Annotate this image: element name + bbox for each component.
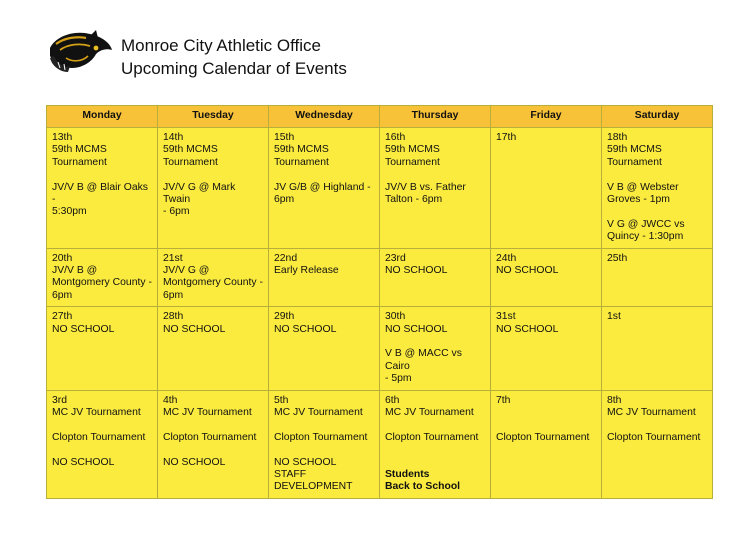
day-cell [47,248,158,307]
panther-logo-icon [46,28,116,78]
day-date: 14th [163,132,184,143]
event-text [52,419,152,431]
event-text: 59th MCMS [607,144,662,156]
day-date: 17th [496,132,517,143]
event-text [496,407,596,419]
event-text: MC JV Tournament [607,407,696,419]
day-date: 16th [385,132,406,143]
event-text [385,169,485,181]
day-cell [158,128,269,249]
day-date: 25th [607,252,628,264]
week-row [47,128,713,249]
event-text: V G @ JWCC vs [607,218,685,230]
day-cell [269,128,380,249]
day-header-wednesday: Wednesday [269,106,380,128]
calendar-table [46,105,713,499]
day-cell [602,307,713,390]
week-row [47,307,713,390]
event-text [385,444,485,456]
title-line-1: Monroe City Athletic Office [121,36,321,55]
day-cell [158,307,269,390]
day-cell [269,390,380,498]
event-text [52,444,152,456]
event-text: Clopton Tournament [385,431,479,443]
event-text: Tournament [52,156,107,168]
day-date: 23rd [385,252,406,264]
day-cell [491,128,602,249]
day-date: 7th [496,394,511,406]
event-text [274,444,374,456]
event-text: Clopton Tournament [274,431,368,443]
day-date: 29th [274,311,295,323]
day-header-row [47,106,713,128]
event-text: NO SCHOOL [52,323,115,335]
week-row [47,390,713,498]
day-cell [602,248,713,307]
event-text: JV/V B @ Blair Oaks - [52,181,151,206]
day-date: 1st [607,311,621,323]
event-text: Back to School [385,481,461,493]
event-text: 59th MCMS [163,144,218,156]
event-text [385,457,485,469]
day-date: 4th [163,394,178,406]
day-date: 20th [52,252,73,264]
day-date: 15th [274,132,295,143]
day-cell [380,128,491,249]
title-line-2: Upcoming Calendar of Events [121,59,347,78]
event-text: NO SCHOOL [385,323,448,335]
day-date: 22nd [274,252,298,264]
event-text: 59th MCMS [274,144,329,156]
event-text: MC JV Tournament [52,407,141,419]
event-text [496,419,596,431]
day-cell [380,248,491,307]
day-date: 13th [52,132,73,143]
event-text: JV/V B @ [52,265,98,277]
day-date: 27th [52,311,73,323]
day-cell [47,390,158,498]
day-cell [491,307,602,390]
day-cell [602,390,713,498]
day-cell [491,390,602,498]
event-text: NO SCHOOL [163,456,226,468]
event-text [163,419,263,431]
week-row [47,248,713,307]
page-title [121,34,347,80]
day-cell [47,307,158,390]
event-text: MC JV Tournament [385,407,474,419]
event-text: NO SCHOOL [385,265,448,277]
event-text [274,169,374,181]
event-text: DEVELOPMENT [274,481,353,493]
event-text: Tournament [385,156,440,168]
day-cell [491,248,602,307]
day-cell [47,128,158,249]
event-text: NO SCHOOL [274,456,337,468]
event-text: Tournament [163,156,218,168]
event-text: Early Release [274,265,339,277]
day-cell [158,390,269,498]
day-cell [269,307,380,390]
event-text [385,336,485,348]
event-text: 59th MCMS [52,144,107,156]
event-text: JV/V B vs. Father [385,181,466,193]
day-cell [380,390,491,498]
event-text: JV/V G @ Mark Twain [163,181,239,206]
day-date: 5th [274,394,289,406]
day-date: 21st [163,252,183,264]
event-text [607,206,707,218]
event-text [163,169,263,181]
day-header-tuesday: Tuesday [158,106,269,128]
event-text: - 6pm [163,206,190,218]
event-text [274,419,374,431]
day-cell [158,248,269,307]
event-text: NO SCHOOL [496,265,559,277]
day-cell [380,307,491,390]
event-text: Clopton Tournament [496,431,590,443]
event-text: 6pm [274,194,295,206]
event-text: Tournament [274,156,329,168]
event-text: Talton - 6pm [385,194,443,206]
event-text [607,419,707,431]
day-date: 24th [496,252,517,264]
day-date: 18th [607,132,628,143]
event-text: Montgomery County - [163,277,263,289]
event-text: Quincy - 1:30pm [607,231,684,243]
day-cell [602,128,713,249]
event-text [607,169,707,181]
day-date: 6th [385,394,400,406]
event-text: MC JV Tournament [163,407,252,419]
event-text: 6pm [163,289,184,301]
event-text: Montgomery County - [52,277,152,289]
event-text: Clopton Tournament [163,431,257,443]
day-cell [269,248,380,307]
event-text [385,419,485,431]
event-text: NO SCHOOL [52,456,115,468]
event-text [52,169,152,181]
event-text: 6pm [52,289,73,301]
event-text: Clopton Tournament [607,431,701,443]
event-text: MC JV Tournament [274,407,363,419]
event-text: - 5pm [385,373,412,385]
event-text: NO SCHOOL [163,323,226,335]
event-text: 5:30pm [52,206,87,218]
day-header-saturday: Saturday [602,106,713,128]
event-text: NO SCHOOL [496,323,559,335]
day-header-monday: Monday [47,106,158,128]
event-text [163,444,263,456]
event-text: STAFF [274,469,307,481]
day-date: 28th [163,311,184,323]
event-text: Groves - 1pm [607,194,670,206]
event-text: NO SCHOOL [274,323,337,335]
day-header-thursday: Thursday [380,106,491,128]
event-text: Students [385,469,430,481]
event-text: JV G/B @ Highland - [274,181,371,193]
event-text: Clopton Tournament [52,431,146,443]
event-text: JV/V G @ [163,265,210,277]
event-text: Tournament [607,156,662,168]
event-text: V B @ MACC vs Cairo [385,348,465,372]
day-date: 30th [385,311,406,323]
day-header-friday: Friday [491,106,602,128]
day-date: 3rd [52,394,68,406]
event-text: 59th MCMS [385,144,440,156]
day-date: 31st [496,311,516,323]
day-date: 8th [607,394,622,406]
event-text: V B @ Webster [607,181,679,193]
